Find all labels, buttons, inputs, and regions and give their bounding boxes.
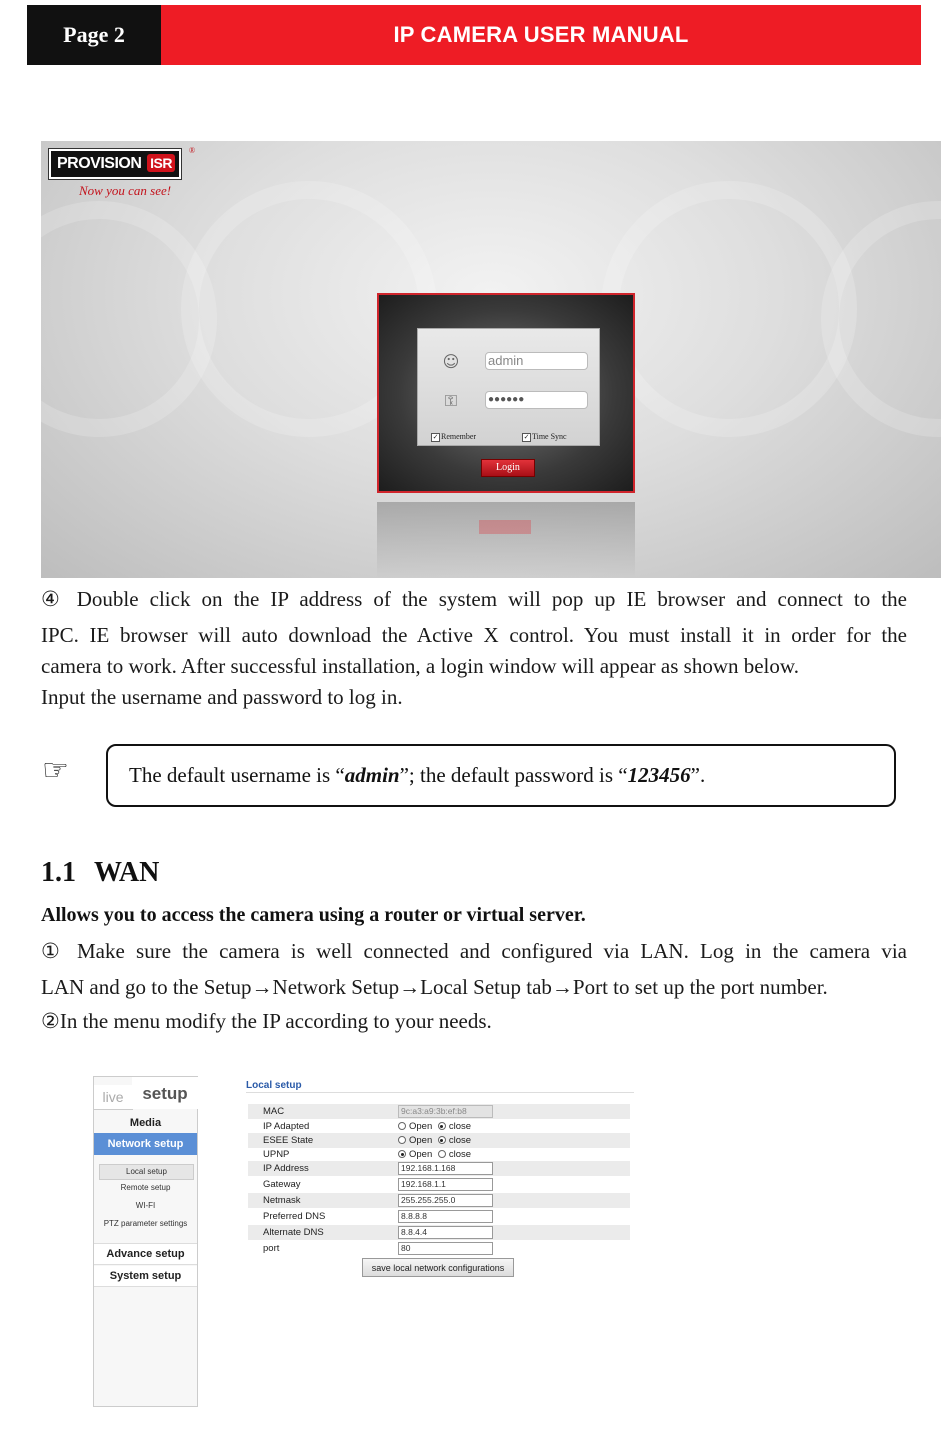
- note-middle: ”; the default password is “: [399, 763, 628, 787]
- manual-title-banner: IP CAMERA USER MANUAL: [161, 5, 921, 65]
- time-sync-checkbox[interactable]: [522, 432, 567, 442]
- provision-isr-logo: [49, 146, 196, 199]
- logo-isr-badge: ISR: [147, 154, 175, 172]
- logo-slogan: Now you can see!: [79, 183, 172, 198]
- section-title: WAN: [94, 857, 160, 888]
- user-icon: ☺: [442, 352, 460, 371]
- close-label: close: [448, 1135, 472, 1146]
- note-username: admin: [344, 763, 400, 787]
- ip-adapted-label: IP Adapted: [263, 1121, 310, 1132]
- close-label: close: [448, 1149, 472, 1160]
- paragraph-line: ④ Double click on the IP address of the system will pop up IE browser and connect to the: [41, 587, 907, 611]
- radio-close[interactable]: [438, 1136, 446, 1144]
- field-row-esee: [248, 1133, 630, 1148]
- mac-label: MAC: [263, 1106, 285, 1117]
- remember-checkbox[interactable]: [431, 432, 476, 442]
- field-row-port: [248, 1241, 630, 1256]
- login-button[interactable]: Login: [481, 459, 535, 477]
- ip-adapted-radios: [398, 1119, 471, 1134]
- netmask-input[interactable]: 255.255.255.0: [398, 1194, 493, 1207]
- alternate-dns-input[interactable]: 8.8.4.4: [398, 1226, 493, 1239]
- preferred-dns-label: Preferred DNS: [263, 1211, 326, 1222]
- note-password: 123456: [627, 763, 691, 787]
- radio-close[interactable]: [438, 1150, 446, 1158]
- radio-open[interactable]: [398, 1122, 406, 1130]
- paragraph-line: Input the username and password to log in.: [41, 685, 403, 709]
- key-icon: ⚿: [444, 391, 458, 410]
- field-row-gateway: [248, 1177, 630, 1192]
- logo-wordmark: [49, 149, 181, 179]
- close-label: close: [448, 1121, 472, 1132]
- netmask-label: Netmask: [263, 1195, 301, 1206]
- tab-live[interactable]: live: [94, 1085, 133, 1110]
- local-setup-screenshot: [93, 1076, 638, 1408]
- login-button-reflection: [479, 520, 531, 534]
- sidebar-item-network-setup[interactable]: Network setup: [94, 1133, 197, 1155]
- sidebar-item-remote-setup[interactable]: Remote setup: [120, 1183, 171, 1192]
- field-row-alternate-dns: [248, 1225, 630, 1240]
- default-credentials-note: [106, 744, 896, 807]
- paragraph-line: camera to work. After successful installation, a login window will appear as shown below.: [41, 654, 799, 678]
- panel-divider: [246, 1092, 634, 1093]
- username-input[interactable]: admin: [485, 352, 588, 370]
- login-window-reflection: [377, 502, 635, 578]
- section-number: 1.1: [41, 857, 76, 888]
- radio-open[interactable]: [398, 1150, 406, 1158]
- note-suffix: ”.: [690, 763, 706, 787]
- sidebar-item-wifi[interactable]: WI-FI: [135, 1201, 156, 1210]
- open-label: Open: [409, 1149, 433, 1160]
- time-sync-label: Time Sync: [532, 432, 567, 441]
- login-window: [377, 293, 635, 493]
- field-row-preferred-dns: [248, 1209, 630, 1224]
- sidebar-item-system-setup[interactable]: System setup: [94, 1266, 197, 1287]
- logo-text: PROVISION: [57, 155, 142, 172]
- upnp-label: UPNP: [263, 1149, 290, 1160]
- sidebar-item-media[interactable]: Media: [129, 1117, 162, 1129]
- decorative-circle: [821, 201, 941, 437]
- alternate-dns-label: Alternate DNS: [263, 1227, 324, 1238]
- upnp-radios: [398, 1147, 471, 1162]
- decorative-circle: [601, 181, 857, 437]
- mac-field: 9c:a3:a9:3b:ef:b8: [398, 1105, 493, 1118]
- paragraph-line: IPC. IE browser will auto download the Active X control. You must install it in order for the: [41, 623, 907, 647]
- panel-title: Local setup: [246, 1080, 302, 1091]
- port-label: port: [263, 1243, 280, 1254]
- field-row-upnp: [248, 1147, 630, 1162]
- login-screenshot: [41, 141, 941, 578]
- ip-address-label: IP Address: [263, 1163, 309, 1174]
- preferred-dns-input[interactable]: 8.8.8.8: [398, 1210, 493, 1223]
- registered-mark: ®: [189, 146, 196, 155]
- field-row-ip: [248, 1161, 630, 1176]
- esee-radios: [398, 1133, 471, 1148]
- paragraph-line: ②In the menu modify the IP according to your needs.: [41, 1009, 492, 1033]
- page-number-label: Page 2: [27, 5, 161, 65]
- setup-sidebar: [93, 1076, 198, 1407]
- note-prefix: The default username is “: [129, 763, 345, 787]
- paragraph-line: LAN and go to the Setup→Network Setup→Local Setup tab→Port to set up the port number.: [41, 975, 828, 999]
- checkbox-checked-icon: ✓: [432, 432, 439, 441]
- field-row-ip-adapted: [248, 1119, 630, 1134]
- open-label: Open: [409, 1121, 433, 1132]
- save-network-config-button[interactable]: save local network configurations: [362, 1258, 514, 1277]
- sidebar-item-local-setup[interactable]: Local setup: [99, 1164, 194, 1180]
- field-row-netmask: [248, 1193, 630, 1208]
- open-label: Open: [409, 1135, 433, 1146]
- remember-label: Remember: [441, 432, 477, 441]
- ip-address-input[interactable]: 192.168.1.168: [398, 1162, 493, 1175]
- field-row-mac: [248, 1104, 630, 1119]
- port-input[interactable]: 80: [398, 1242, 493, 1255]
- radio-close[interactable]: [438, 1122, 446, 1130]
- pointing-hand-icon: ☞: [42, 753, 69, 788]
- radio-open[interactable]: [398, 1136, 406, 1144]
- checkbox-checked-icon: ✓: [523, 432, 530, 441]
- password-input[interactable]: ●●●●●●: [485, 391, 588, 409]
- sidebar-item-advance-setup[interactable]: Advance setup: [94, 1243, 197, 1265]
- gateway-label: Gateway: [263, 1179, 301, 1190]
- gateway-input[interactable]: 192.168.1.1: [398, 1178, 493, 1191]
- tab-setup[interactable]: setup: [132, 1077, 198, 1109]
- paragraph-line: ① Make sure the camera is well connected and configured via LAN. Log in the camera via: [41, 939, 907, 963]
- section-intro: Allows you to access the camera using a router or virtual server.: [41, 904, 586, 926]
- sidebar-item-ptz[interactable]: PTZ parameter settings: [103, 1219, 188, 1228]
- esee-label: ESEE State: [263, 1135, 314, 1146]
- login-panel: [417, 328, 600, 446]
